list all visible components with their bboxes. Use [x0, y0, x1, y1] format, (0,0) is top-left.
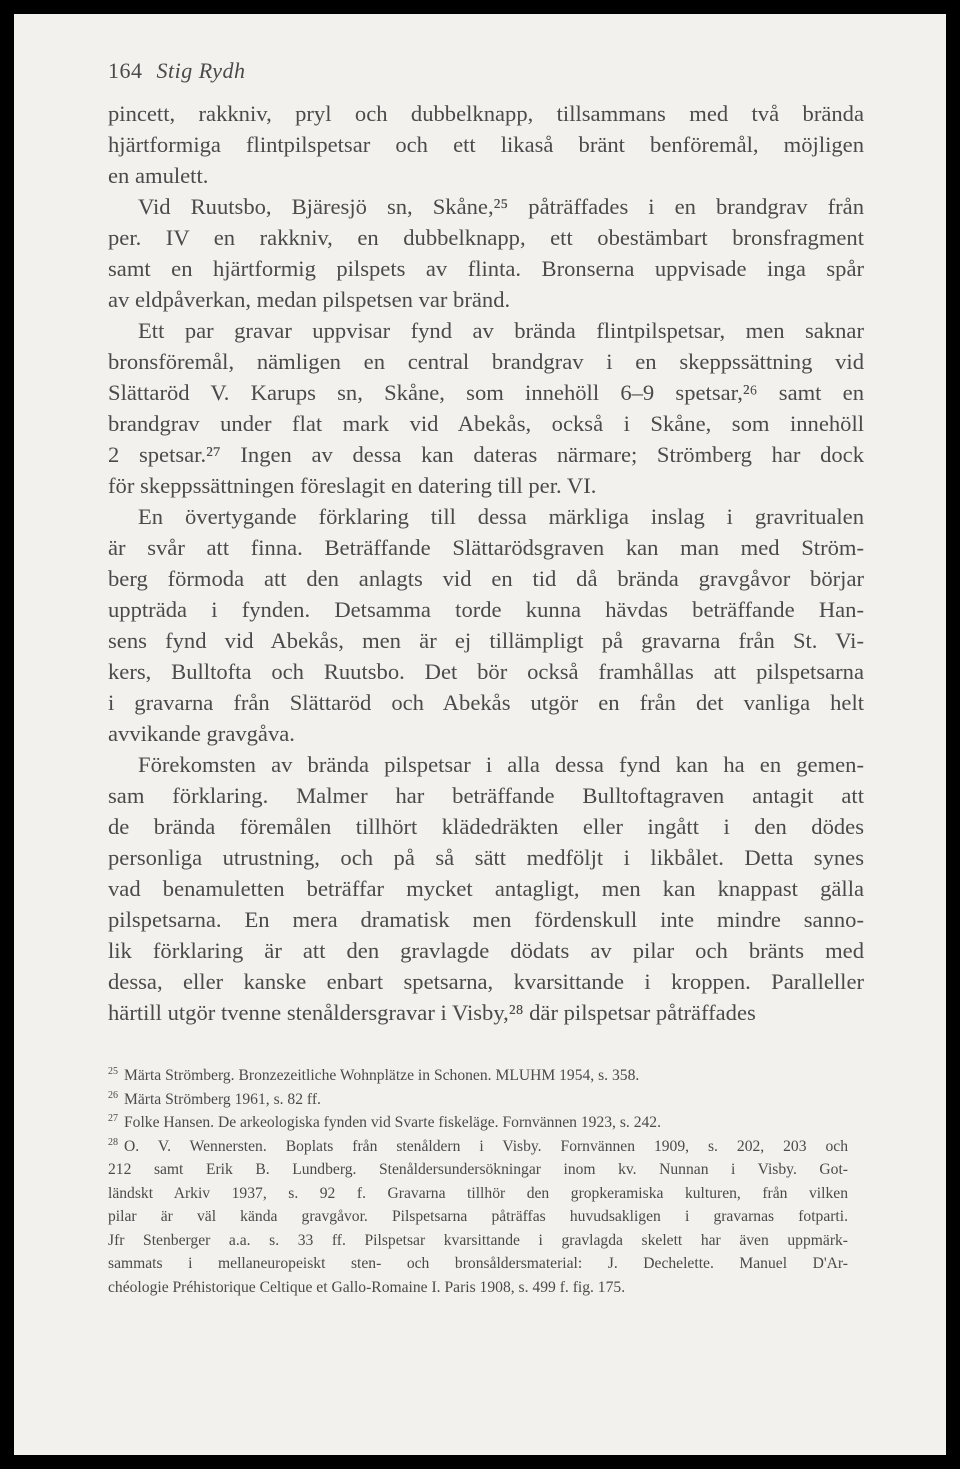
footnote-text: pilar är väl kända gravgåvor. Pilspetsarna påträffas huvudsakligen i gravarnas fotparti. [108, 1208, 848, 1225]
body-text [108, 98, 864, 1028]
body-line: en amulett. [108, 163, 209, 188]
body-line: avvikande gravgåva. [108, 721, 295, 746]
footnote-line [108, 1111, 848, 1135]
body-line: berg förmoda att den anlagts vid en tid då brända gravgåvor börjar [108, 566, 864, 591]
running-head [108, 58, 246, 84]
body-line: sens fynd vid Abekås, men är ej tillämpligt på gravarna från St. Vi- [108, 628, 864, 653]
running-head-author: Stig Rydh [156, 58, 246, 83]
footnote-line [108, 1064, 848, 1088]
footnote-marker: 28 [108, 1136, 118, 1148]
body-line: i gravarna från Slättaröd och Abekås utgör en från det vanliga helt [108, 690, 864, 715]
footnote-line [108, 1276, 848, 1300]
body-line: Vid Ruutsbo, Bjäresjö sn, Skåne,²⁵ påträffades i en brandgrav från [138, 194, 864, 219]
body-line: pincett, rakkniv, pryl och dubbelknapp, tillsammans med två brända [108, 101, 864, 126]
body-line: pilspetsarna. En mera dramatisk men fördenskull inte mindre sanno- [108, 907, 864, 932]
body-line: personliga utrustning, och på så sätt medföljt i likbålet. Detta synes [108, 845, 864, 870]
footnote-text: Märta Strömberg 1961, s. 82 ff. [124, 1090, 321, 1108]
book-page [14, 14, 946, 1455]
body-line: Förekomsten av brända pilspetsar i alla dessa fynd kan ha en gemen- [138, 752, 864, 777]
body-line: kers, Bulltofta och Ruutsbo. Det bör också framhållas att pilspetsarna [108, 659, 864, 684]
footnote-marker: 26 [108, 1089, 118, 1101]
footnote-text: ländskt Arkiv 1937, s. 92 f. Gravarna tillhör den gropkeramiska kulturen, från vilken [108, 1184, 848, 1202]
footnote-line [108, 1252, 848, 1276]
body-line: Ett par gravar uppvisar fynd av brända flintpilspetsar, men saknar [138, 318, 864, 343]
footnote-line [108, 1205, 848, 1229]
footnote-text: chéologie Préhistorique Celtique et Gallo-Romaine I. Paris 1908, s. 499 f. fig. 175. [108, 1278, 626, 1296]
body-line: av eldpåverkan, medan pilspetsen var bränd. [108, 287, 511, 312]
body-line: samt en hjärtformig pilspets av flinta. Bronserna uppvisade inga spår [108, 256, 864, 281]
body-line: dessa, eller kanske enbart spetsarna, kvarsittande i kroppen. Paralleller [108, 969, 864, 994]
body-line: brandgrav under flat mark vid Abekås, också i Skåne, som innehöll [108, 411, 864, 436]
body-line: sam förklaring. Malmer har beträffande Bulltoftagraven antagit att [108, 783, 864, 808]
body-line: vad benamuletten beträffar mycket antagligt, men kan knappast gälla [108, 876, 864, 901]
footnote-text: Folke Hansen. De arkeologiska fynden vid Svarte fiskeläge. Fornvännen 1923, s. 242. [124, 1114, 662, 1131]
footnotes [108, 1064, 848, 1299]
body-line: uppträda i fynden. Detsamma torde kunna hävdas beträffande Han- [108, 597, 864, 622]
body-line: härtill utgör tvenne stenåldersgravar i Visby,²⁸ där pilspetsar påträffades [108, 1000, 756, 1025]
body-line: lik förklaring är att den gravlagde dödats av pilar och bränts med [108, 938, 864, 963]
footnote-text: O. V. Wennersten. Boplats från stenåldern i Visby. Fornvännen 1909, s. 202, 203 och [124, 1137, 848, 1155]
body-line: per. IV en rakkniv, en dubbelknapp, ett obestämbart bronsfragment [108, 225, 864, 250]
footnote-line [108, 1182, 848, 1206]
footnote-line [108, 1088, 848, 1112]
footnote-marker: 27 [108, 1113, 118, 1124]
body-line: Slättaröd V. Karups sn, Skåne, som innehöll 6–9 spetsar,²⁶ samt en [108, 380, 864, 405]
page-number: 164 [108, 58, 143, 83]
footnote-marker: 25 [108, 1066, 118, 1077]
footnote-text: 212 samt Erik B. Lundberg. Stenåldersundersökningar inom kv. Nunnan i Visby. Got- [108, 1161, 848, 1178]
body-line: är svår att finna. Beträffande Slättarödsgraven kan man med Ström- [108, 535, 864, 560]
footnote-text: sammats i mellaneuropeiskt sten- och bronsåldersmaterial: J. Dechelette. Manuel D'Ar- [108, 1255, 848, 1272]
footnote-line [108, 1135, 848, 1159]
footnote-text: Jfr Stenberger a.a. s. 33 ff. Pilspetsar kvarsittande i gravlagda skelett har även uppmärk- [108, 1231, 848, 1249]
body-line: 2 spetsar.²⁷ Ingen av dessa kan dateras närmare; Strömberg har dock [108, 442, 864, 467]
footnote-text: Märta Strömberg. Bronzezeitliche Wohnplätze in Schonen. MLUHM 1954, s. 358. [124, 1067, 640, 1084]
body-line: bronsföremål, nämligen en central brandgrav i en skeppssättning vid [108, 349, 864, 374]
footnote-line [108, 1229, 848, 1253]
body-line: hjärtformiga flintpilspetsar och ett likaså bränt benföremål, möjligen [108, 132, 864, 157]
body-line: En övertygande förklaring till dessa märkliga inslag i gravritualen [138, 504, 864, 529]
footnote-line [108, 1158, 848, 1182]
body-line: de brända föremålen tillhört klädedräkten eller ingått i den dödes [108, 814, 864, 839]
body-line: för skeppssättningen föreslagit en datering till per. VI. [108, 473, 597, 498]
